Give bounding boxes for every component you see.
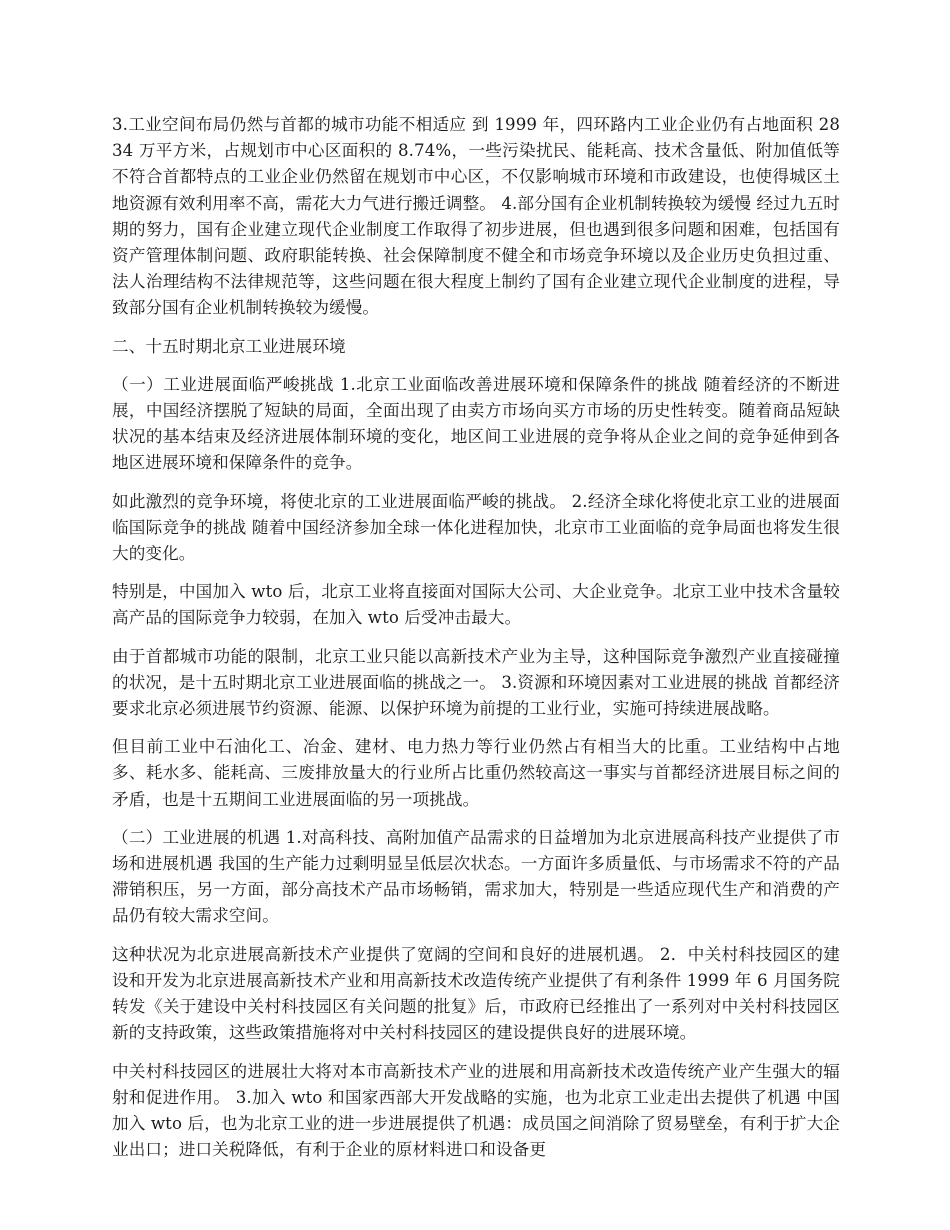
paragraph-wto-impact: 特别是，中国加入 wto 后，北京工业将直接面对国际大公司、大企业竞争。北京工业中技术含量较高产品的国际竞争力较弱，在加入 wto 后受冲击最大。 [112, 582, 840, 628]
paragraph-challenges-intro: （一）工业进展面临严峻挑战 1.北京工业面临改善进展环境和保障条件的挑战 随着经济的不断进展，中国经济摆脱了短缺的局面，全面出现了由卖方市场向买方市场的历史性转变。随着商品短缺状况的基本结束及经济进展体制环境的变化，地区间工业进展的竞争将从企业之间的竞争延伸到各地区进展环境和保障条件的竞争。 [112, 374, 840, 473]
section-heading: 二、十五时期北京工业进展环境 [112, 336, 346, 356]
paragraph-wto-opportunity: 中关村科技园区的进展壮大将对本市高新技术产业的进展和用高新技术改造传统产业产生强大的辐射和促进作用。 3.加入 wto 和国家西部大开发战略的实施，也为北京工业走出去提供了机遇 中国加入 wto 后，也为北京工业的进一步进展提供了机遇：成员国之间消除了贸易壁垒，有利于扩大企业出口；进口关税降低，有利于企业的原材料进口和设备更 [112, 1061, 840, 1160]
paragraph-opportunities: （二）工业进展的机遇 1.对高科技、高附加值产品需求的日益增加为北京进展高科技产业提供了市场和进展机遇 我国的生产能力过剩明显呈低层次状态。一方面许多质量低、与市场需求不符的产品滞销积压，另一方面，部分高技术产品市场畅销，需求加大，特别是一些适应现代生产和消费的产品仍有较大需求空间。 [112, 827, 840, 926]
paragraph-industrial-layout: 3.工业空间布局仍然与首都的城市功能不相适应 到 1999 年，四环路内工业企业仍有占地面积 2834 万平方米，占规划市中心区面积的 8.74%，一些污染扰民、能耗高、技术含量低、附加值低等不符合首都特点的工业企业仍然留在规划市中心区，不仅影响城市环境和市政建设，也使得城区土地资源有效利用率不高，需花大力气进行搬迁调整。 4.部分国有企业机制转换较为缓慢 经过九五时期的努力，国有企业建立现代企业制度工作取得了初步进展，但也遇到很多问题和困难，包括国有资产管理体制问题、政府职能转换、社会保障制度不健全和市场竞争环境以及企业历史负担过重、法人治理结构不法律规范等，这些问题在很大程度上制约了国有企业建立现代企业制度的进程，导致部分国有企业机制转换较为缓慢。 [112, 115, 840, 318]
document-page [112, 112, 840, 1175]
paragraph-industry-structure: 但目前工业中石油化工、冶金、建材、电力热力等行业仍然占有相当大的比重。工业结构中占地多、耗水多、能耗高、三废排放量大的行业所占比重仍然较高这一事实与首都经济进展目标之间的矛盾，也是十五期间工业进展面临的另一项挑战。 [112, 737, 840, 809]
paragraph-zhongguancun: 这种状况为北京进展高新技术产业提供了宽阔的空间和良好的进展机遇。 2．中关村科技园区的建设和开发为北京进展高新技术产业和用高新技术改造传统产业提供了有利条件 1999 年 6 月国务院转发《关于建设中关村科技园区有关问题的批复》后，市政府已经推出了一系列对中关村科技园区新的支持政策，这些政策措施将对中关村科技园区的建设提供良好的进展环境。 [112, 944, 840, 1043]
paragraph-resources-environment: 由于首都城市功能的限制，北京工业只能以高新技术产业为主导，这种国际竞争激烈产业直接碰撞的状况，是十五时期北京工业进展面临的挑战之一。 3.资源和环境因素对工业进展的挑战 首都经济要求北京必须进展节约资源、能源、以保护环境为前提的工业行业，实施可持续进展战略。 [112, 646, 840, 719]
paragraph-globalization: 如此激烈的竞争环境，将使北京的工业进展面临严峻的挑战。 2.经济全球化将使北京工业的进展面临国际竞争的挑战 随着中国经济参加全球一体化进程加快，北京市工业面临的竞争局面也将发生很大的变化。 [112, 491, 840, 564]
